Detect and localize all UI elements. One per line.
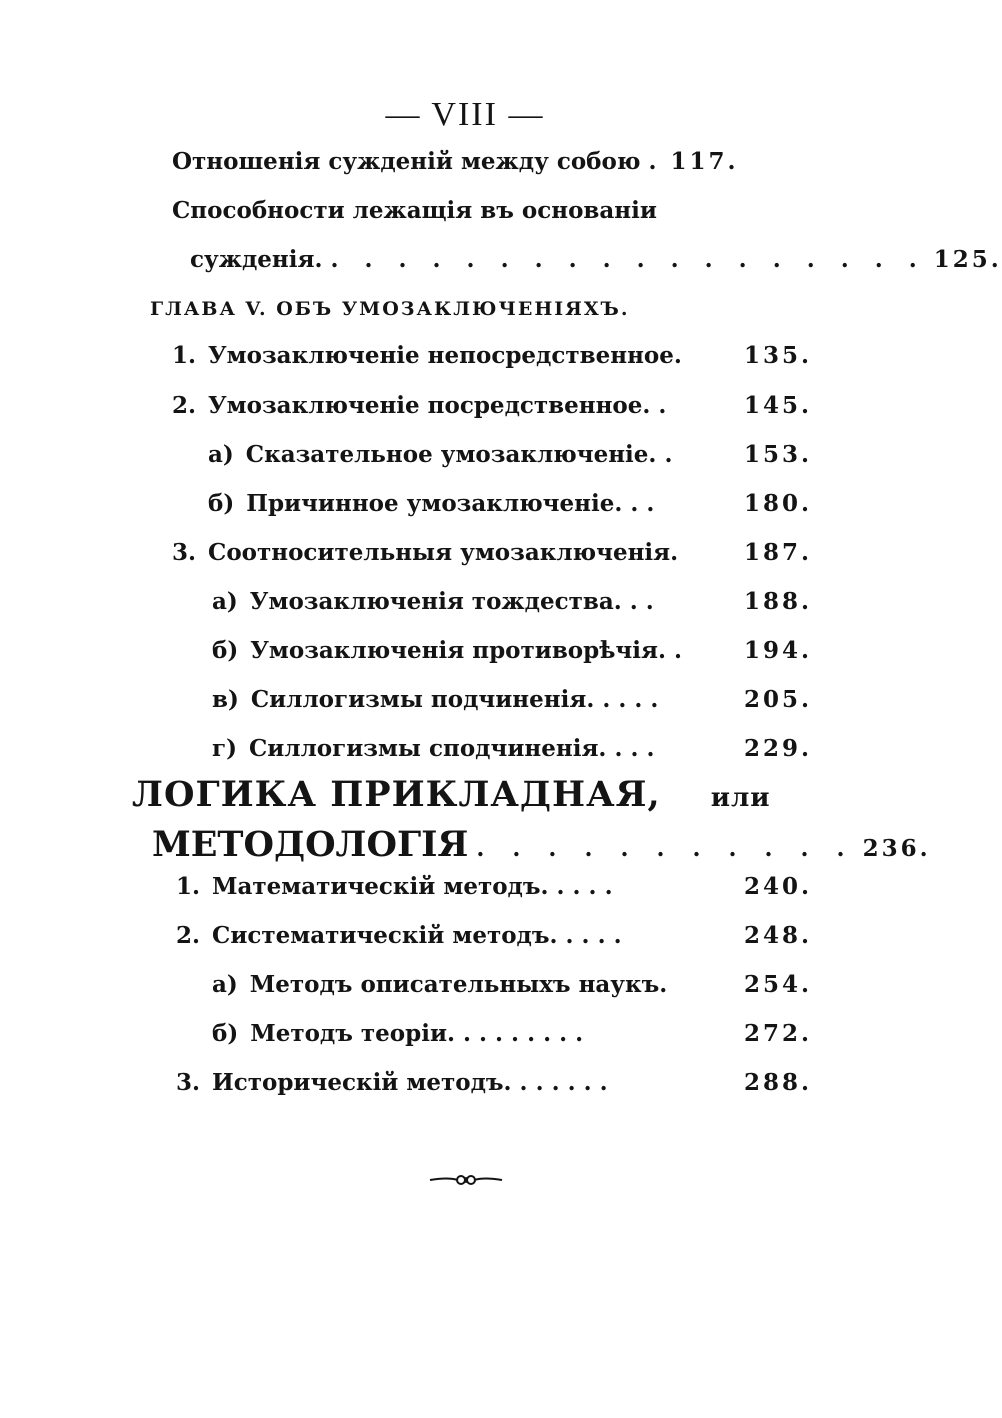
dot-leader: . . . . . . . . . . . [476,835,855,862]
toc-item-number: в) [212,686,239,713]
toc-item-number: г) [212,735,237,762]
toc-method [176,873,812,913]
toc-item-number: 1. [176,873,201,900]
toc-item [208,490,812,530]
toc-item-page: 153. [743,441,812,468]
toc-item [212,637,812,677]
toc-item-page: 188. [743,588,812,615]
toc-item-page: 187. [743,539,812,566]
toc-item-page: 240. [743,873,812,900]
part-title-text: МЕТОДОЛОГІЯ [152,824,469,865]
toc-item-page: 288. [743,1069,812,1096]
toc-item-number: 3. [172,539,197,566]
toc-entry-page: 125. [933,246,1002,273]
toc-item-number: а) [208,441,234,468]
toc-item-page: 248. [743,922,812,949]
toc-item-page: 272. [743,1020,812,1047]
toc-item-page: 194. [743,637,812,664]
toc-entry-label: сужденія. [190,246,323,273]
toc-item [212,588,812,628]
toc-item-label: Умозаключенія противорѣчія. . [250,637,682,664]
toc-item-number: а) [212,971,238,998]
toc-item [172,342,812,382]
toc-item-label: Умозаключеніе посредственное. . [208,392,667,419]
toc-method [176,1069,812,1109]
toc-method [212,1020,812,1060]
toc-item-label: Силлогизмы подчиненія. . . . . [250,686,659,713]
toc-item-number: б) [208,490,235,517]
toc-entry-abilities-line1 [172,197,812,237]
toc-method [212,971,812,1011]
toc-item-label: Умозаключеніе непосредственное. [208,342,682,369]
toc-item-page: 229. [743,735,812,762]
toc-item-label: Методъ описательныхъ наукъ. [249,971,668,998]
toc-item-label: Историческій методъ. . . . . . . [212,1069,608,1096]
toc-item-label: Силлогизмы сподчиненія. . . . [248,735,655,762]
toc-entry-abilities-line2 [190,246,1002,286]
toc-item-page: 180. [743,490,812,517]
toc-item-number: а) [212,588,238,615]
toc-item-number: б) [212,1020,239,1047]
toc-item-page: 135. [743,342,812,369]
toc-item [212,735,812,775]
toc-entry-label: Способности лежащія въ основаніи [172,197,657,224]
toc-item-label: Сказательное умозаключеніе. . [245,441,673,468]
toc-item-page: 145. [743,392,812,419]
toc-item-label: Методъ теоріи. . . . . . . . . [250,1020,584,1047]
toc-item-page: 205. [743,686,812,713]
page-number-header: — VIII — [385,96,545,133]
toc-item-label: Соотносительныя умозаключенія. [208,539,679,566]
part-title-line2 [152,824,931,872]
toc-item-number: 2. [172,392,197,419]
toc-method [176,922,812,962]
toc-item [212,686,812,726]
toc-item-label: Систематическій методъ. . . . . [212,922,622,949]
toc-item-label: Причинное умозаключеніе. . . [246,490,655,517]
toc-entry-page: 236. [862,835,931,862]
chapter-heading: ГЛАВА V. ОБЪ УМОЗАКЛЮЧЕНІЯХЪ. [150,298,630,320]
part-title-ili: или [710,783,771,813]
part-title-line1 [132,774,771,815]
toc-entry-relations [172,148,812,188]
toc-item-number: 2. [176,922,201,949]
toc-item-label: Математическій методъ. . . . . [212,873,613,900]
toc-item-number: 1. [172,342,197,369]
toc-item [172,392,812,432]
toc-item-page: 254. [743,971,812,998]
toc-item [208,441,812,481]
toc-entry-label: Отношенія сужденій между собою . [172,148,657,175]
toc-item-label: Умозаключенія тождества. . . [249,588,654,615]
toc-entry-page: 117. [670,148,739,175]
toc-item-number: б) [212,637,239,664]
part-title-text: ЛОГИКА ПРИКЛАДНАЯ, [132,774,661,815]
ornament-divider-icon [428,1168,504,1192]
toc-item [172,539,812,579]
dot-leader: . . . . . . . . . . . . . . . . . . [330,246,926,273]
toc-item-number: 3. [176,1069,201,1096]
